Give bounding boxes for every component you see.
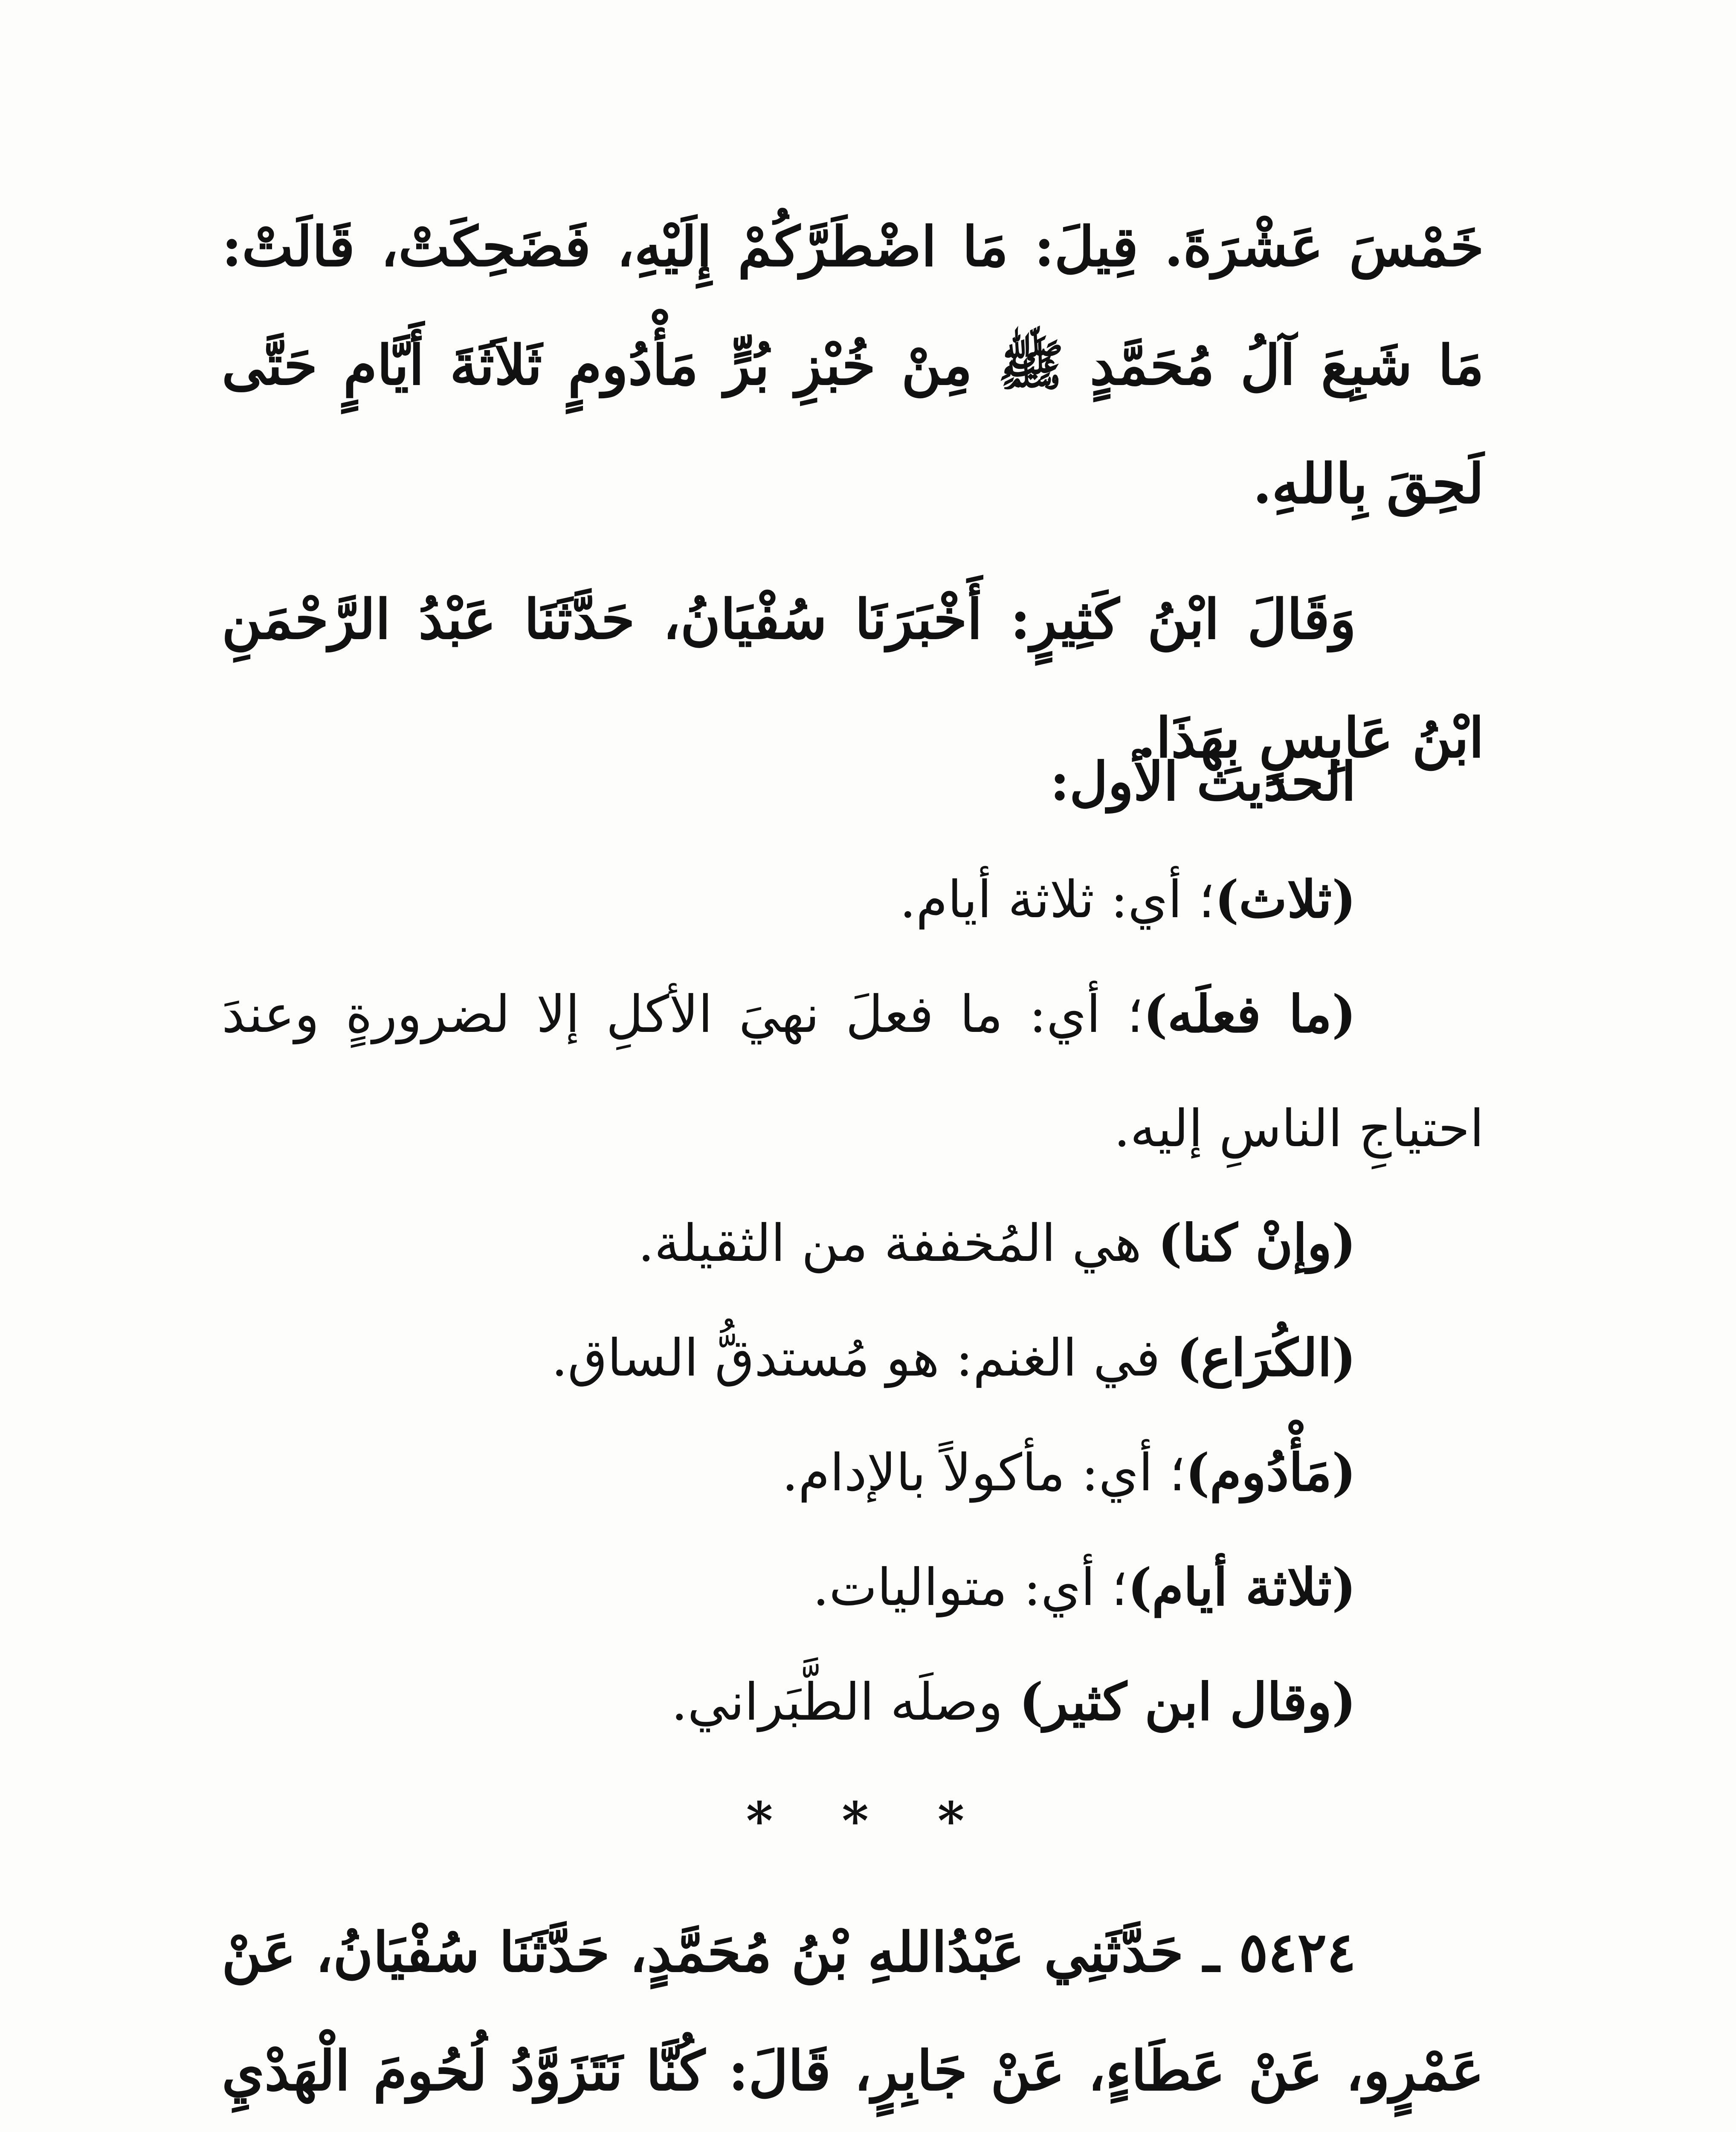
hadith-chain-note: وَقَالَ ابْنُ كَثِيرٍ: أَخْبَرَنَا سُفْيَانُ، حَدَّثَنَا عَبْدُ الرَّحْمَنِ ابْنُ عَابِسٍ بِهَذَا. (222, 588, 1484, 770)
section-separator: * * * (746, 1791, 990, 1851)
gloss-term: (وقال ابن كثير) (1019, 1672, 1356, 1732)
gloss-term: (ثلاث) (1214, 869, 1356, 930)
hadith-next-block (222, 1893, 1484, 2132)
commentary-block (222, 725, 1484, 1760)
hadith-previous-block (222, 188, 1484, 797)
gloss-term: (مَأْدُوم) (1185, 1443, 1356, 1503)
gloss-item (222, 1301, 1484, 1416)
gloss-item (222, 1416, 1484, 1530)
gloss-item (222, 1530, 1484, 1645)
gloss-text: ؛ أي: مأكولاً بالإدام. (782, 1443, 1185, 1503)
gloss-term: (ثلاثة أيام) (1127, 1557, 1356, 1617)
gloss-item (222, 1645, 1484, 1760)
gloss-text: هي المُخففة من الثقيلة. (638, 1214, 1158, 1273)
gloss-text: ؛ أي: ما فعلَ نهيَ الأكلِ إلا لضرورةٍ وعندَ احتياجِ الناسِ إليه. (222, 985, 1484, 1159)
gloss-text: ؛ أي: ثلاثة أيام. (899, 870, 1215, 930)
commentary-heading: الحديث الأول: (1050, 751, 1356, 813)
hadith-continuation-text: خَمْسَ عَشْرَةَ. قِيلَ: مَا اضْطَرَّكُمْ إِلَيْهِ، فَضَحِكَتْ، قَالَتْ: مَا شَبِعَ آلُ مُحَمَّدٍ ﷺ مِنْ خُبْزِ بُرٍّ مَأْدُومٍ ثَلاَثَةَ أَيَّامٍ حَتَّى لَحِقَ بِاللهِ. (222, 215, 1484, 516)
gloss-term: (الكُرَاع) (1177, 1328, 1356, 1388)
gloss-item (222, 843, 1484, 957)
gloss-item (222, 957, 1484, 1186)
gloss-text: وصلَه الطَّبَراني. (671, 1673, 1019, 1732)
gloss-term: (ما فعلَه) (1143, 984, 1356, 1044)
gloss-item (222, 1186, 1484, 1301)
gloss-term: (وإنْ كنا) (1158, 1213, 1356, 1273)
gloss-text: في الغنم: هو مُستدقُّ الساق. (551, 1329, 1177, 1388)
hadith-next-text: ٥٤٢٤ ـ حَدَّثَنِي عَبْدُاللهِ بْنُ مُحَمَّدٍ، حَدَّثَنَا سُفْيَانُ، عَنْ عَمْرٍو، عَنْ عَطَاءٍ، عَنْ جَابِرٍ، قَالَ: كُنَّا نَتَزَوَّدُ لُحُومَ الْهَدْيِ (222, 1921, 1484, 2103)
gloss-text: ؛ أي: متواليات. (812, 1558, 1128, 1617)
